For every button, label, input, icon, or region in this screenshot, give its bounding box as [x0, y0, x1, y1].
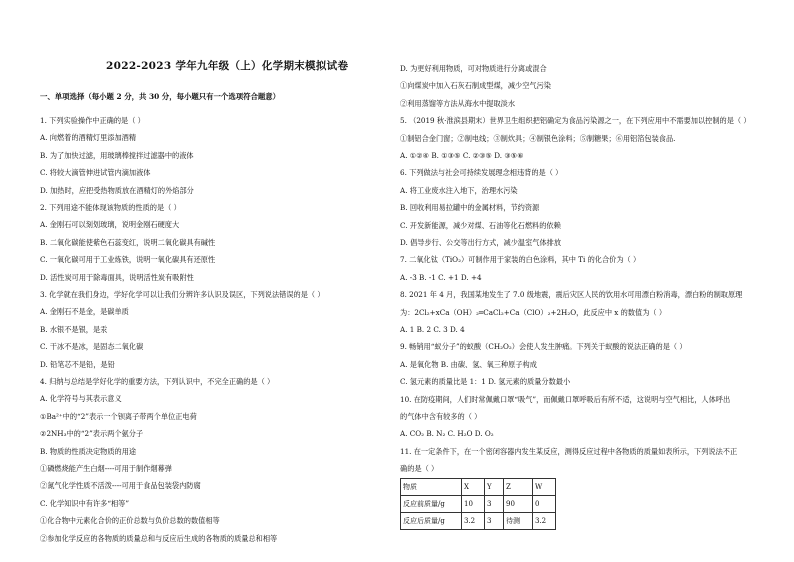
question-line: ②参加化学反应的各物质的质量总和与反应后生成的各物质的质量总和相等 [40, 533, 278, 543]
question-line: A. 向燃着的酒精灯里添加酒精 [40, 133, 137, 143]
question-line: ①制铝合金门窗；②制电线；③制炊具；④制银色涂料；⑤制糖果；⑥用铝箔包装食品. [400, 133, 676, 143]
question-line: D. 为更好利用物质，可对物质进行分离或混合 [400, 64, 547, 73]
question-line: ①化合物中元素化合价的正价总数与负价总数的数值相等 [40, 516, 220, 526]
table-cell: 90 [504, 496, 533, 513]
table-cell: 3 [485, 513, 504, 530]
table-header-row [401, 479, 556, 496]
question-line: C. 化学知识中有许多“相等” [40, 498, 130, 508]
table-cell: 10 [462, 496, 485, 513]
question-line: ②利用蒸馏等方法从海水中提取淡水 [400, 98, 516, 108]
question-line: D. 加热时，应把受热物质放在酒精灯的外焰部分 [40, 185, 194, 195]
table-row [401, 513, 556, 530]
question-line: C. 开发新能源，减少对煤、石油等化石燃料的依赖 [400, 220, 561, 230]
question-line: 6. 下列做法与社会可持续发展理念相违背的是（ ） [400, 168, 563, 178]
question-line: A. -3 B. -1 C. +1 D. +4 [400, 272, 482, 282]
question-line: 9. 畅销用“蚁分子”的蚁酸（CH₂O₂）会使人发生肿痛。下列关于蚁酸的说法正确的是（ ） [400, 342, 687, 352]
table-cell: 3 [485, 496, 504, 513]
table-cell: 3.2 [462, 513, 485, 530]
table-cell: 反应前质量/g [401, 496, 462, 513]
question-line: D. 铅笔芯不是铅，是铅 [40, 359, 115, 369]
question-line: 3. 化学就在我们身边，学好化学可以让我们分辨许多认识及误区，下列说法错误的是（ ） [40, 290, 325, 299]
question-line: ②氮气化学性质不活泼----可用于食品包装袋内防腐 [40, 481, 201, 491]
table-cell: 待测 [504, 513, 533, 530]
question-line: A. 是氧化物 B. 由碳、氢、氧三种原子构成 [400, 359, 537, 369]
question-line: 4. 归纳与总结是学好化学的重要方法，下列认识中，不完全正确的是（ ） [40, 377, 275, 386]
exam-title: 2022-2023 学年九年级（上）化学期末模拟试卷 [106, 60, 349, 72]
question-line: 2. 下列用途不能体现该物质的性质的是（ ） [40, 203, 181, 212]
question-line: A. 1 B. 2 C. 3 D. 4 [400, 325, 465, 334]
question-line: ①向煤炭中加入石灰石制成型煤，减少空气污染 [400, 81, 551, 91]
question-line: B. 物质的性质决定物质的用途 [40, 446, 137, 456]
table-cell: X [462, 479, 485, 496]
question-line: B. 回收利用易拉罐中的金属材料，节约资源 [400, 203, 540, 213]
question-line: C. 一氧化碳可用于工业炼铁，说明一氧化碳具有还原性 [40, 255, 216, 265]
question-line: 的气体中含有较多的（ ） [400, 412, 482, 421]
question-line: C. 将较大滴管伸进试管内滴加液体 [40, 168, 151, 178]
question-line: D. 倡导步行、公交等出行方式，减少温室气体排放 [400, 238, 562, 247]
table-cell: Y [485, 479, 504, 496]
question-line: A. ①②④ B. ①③⑤ C. ②③⑤ D. ③⑤⑥ [400, 151, 524, 160]
reaction-mass-table [400, 478, 556, 530]
question-line: ①Ba²⁺中的“2”表示一个钡离子带两个单位正电荷 [40, 411, 197, 421]
question-line: ②2NH₃中的“2”表示两个氨分子 [40, 429, 144, 439]
question-line: ①磷燃烧能产生白烟----可用于制作烟幕弹 [40, 464, 172, 473]
question-line: 1. 下列实验操作中正确的是（ ） [40, 116, 145, 125]
question-line: 7. 二氧化钛（TiO₂）可制作用于家装的白色涂料，其中 Ti 的化合价为（ ） [400, 255, 641, 265]
question-line: 5. （2019 秋·淮滨县期末）世界卫生组织把铝确定为食品污染源之一，在下列应用中不需要加以控制的是（ ） [400, 116, 751, 126]
table-cell: 物质 [401, 479, 462, 496]
section-heading: 一、单项选择（每小题 2 分，共 30 分，每小题只有一个选项符合题意） [40, 92, 281, 101]
question-line: A. 化学符号与其表示意义 [40, 394, 122, 404]
question-line: 8. 2021 年 4 月，我国某地发生了 7.0 级地震，震后灾区人民的饮用水可用漂白粉消毒，漂白粉的制取原理 [400, 290, 743, 300]
question-line: B. 水银不是银，是汞 [40, 324, 108, 334]
table-cell: W [533, 479, 556, 496]
question-line: A. 金刚石可以刻划玻璃，说明金刚石硬度大 [40, 220, 180, 230]
table-cell: 3.2 [533, 513, 556, 530]
question-line: A. 金刚石不是金，是碳单质 [40, 307, 129, 317]
table-cell: 0 [533, 496, 556, 513]
question-line: 10. 在防疫期间，人们时常佩戴口罩“吸气”，而佩戴口罩呼吸后有所不适，这说明与空气相比，人体呼出 [400, 394, 731, 404]
question-line: C. 氢元素的质量比是 1：1 D. 氢元素的质量分数最小 [400, 377, 571, 387]
table-cell: 反应后质量/g [401, 513, 462, 530]
question-line: 11. 在一定条件下，在一个密闭容器内发生某反应，测得反应过程中各物质的质量如表所示，下列说法不正 [400, 446, 738, 456]
question-line: 为：2Cl₂+xCa（OH）₂═CaCl₂+Ca（ClO）₂+2H₂O，此反应中 x 的数值为（ ） [400, 307, 667, 317]
question-line: A. CO₂ B. N₂ C. H₂O D. O₂ [400, 429, 494, 439]
question-line: C. 干冰不是冰，是固态二氧化碳 [40, 342, 144, 352]
question-line: B. 为了加快过滤，用玻璃棒搅拌过滤器中的液体 [40, 150, 194, 160]
table-row [401, 496, 556, 513]
question-line: 确的是（ ） [400, 464, 439, 474]
question-line: B. 二氧化碳能使紫色石蕊变红，说明二氧化碳具有碱性 [40, 237, 216, 247]
question-line: D. 活性炭可用于除毒面具，说明活性炭有吸附性 [40, 272, 194, 282]
question-line: A. 将工业废水注入地下，治理水污染 [400, 185, 518, 195]
table-cell: Z [504, 479, 533, 496]
